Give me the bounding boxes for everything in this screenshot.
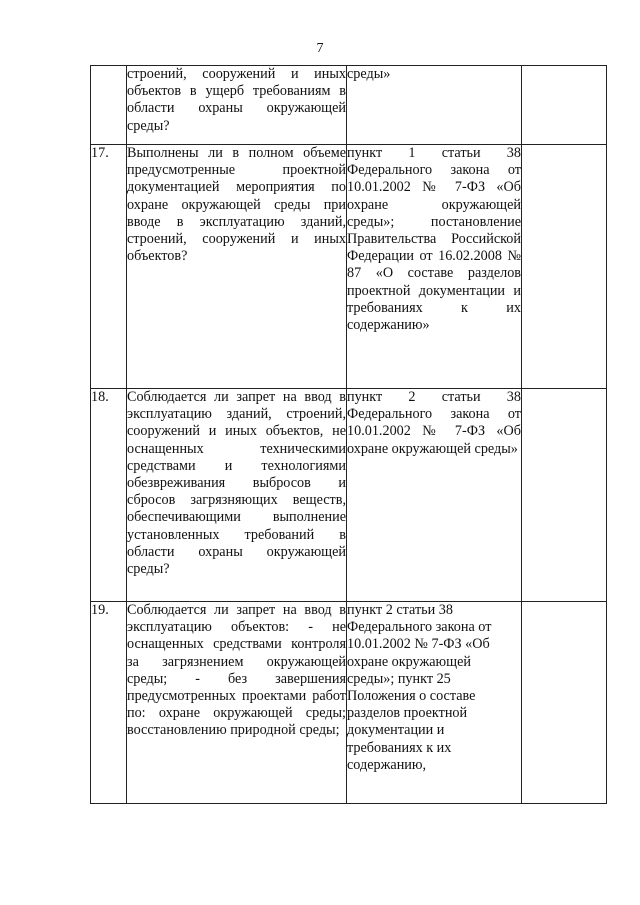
legal-reference-cell: пункт 2 статьи 38 Федерального закона от 10.01.2002 № 7-ФЗ «Об охране окружающей среды»; пункт 25 Положения о составе разделов проектной документации и требованиях к их содержанию, xyxy=(347,602,522,804)
table-row xyxy=(91,145,607,389)
question-cell: Выполнены ли в полном объеме предусмотренные проектной документацией мероприятия по охране окружающей среды при вводе в эксплуатацию зданий, строений, сооружений и иных объектов? xyxy=(127,145,347,389)
legal-reference-cell: пункт 1 статьи 38 Федерального закона от 10.01.2002 № 7-ФЗ «Об охране окружающей среды»; постановление Правительства Российской Федерации от 16.02.2008 № 87 «О составе разделов проектной документации и требованиях к их содержанию» xyxy=(347,145,522,389)
row-number xyxy=(91,66,127,145)
page-number: 7 xyxy=(316,41,324,56)
table-row xyxy=(91,389,607,602)
row-number: 18. xyxy=(91,389,127,602)
question-cell: Соблюдается ли запрет на ввод в эксплуатацию объектов: - не оснащенных средствами контроля за загрязнением окружающей среды; - без завершения предусмотренных проектами работ по: охране окружающей среды; восстановлению природной среды; xyxy=(127,602,347,804)
table-row xyxy=(91,602,607,804)
empty-cell xyxy=(522,66,607,145)
row-number: 19. xyxy=(91,602,127,804)
empty-cell xyxy=(522,145,607,389)
legal-reference-cell: среды» xyxy=(347,66,522,145)
legal-reference-cell: пункт 2 статьи 38 Федерального закона от 10.01.2002 № 7-ФЗ «Об охране окружающей среды» xyxy=(347,389,522,602)
table-row xyxy=(91,66,607,145)
row-number: 17. xyxy=(91,145,127,389)
empty-cell xyxy=(522,602,607,804)
question-cell: строений, сооружений и иных объектов в ущерб требованиям в области охраны окружающей среды? xyxy=(127,66,347,145)
question-cell: Соблюдается ли запрет на ввод в эксплуатацию зданий, строений, сооружений и иных объектов, не оснащенных техническими средствами и технологиями обезвреживания выбросов и сбросов загрязняющих веществ, обеспечивающими выполнение установленных требований в области охраны окружающей среды? xyxy=(127,389,347,602)
checklist-table xyxy=(90,65,607,804)
empty-cell xyxy=(522,389,607,602)
